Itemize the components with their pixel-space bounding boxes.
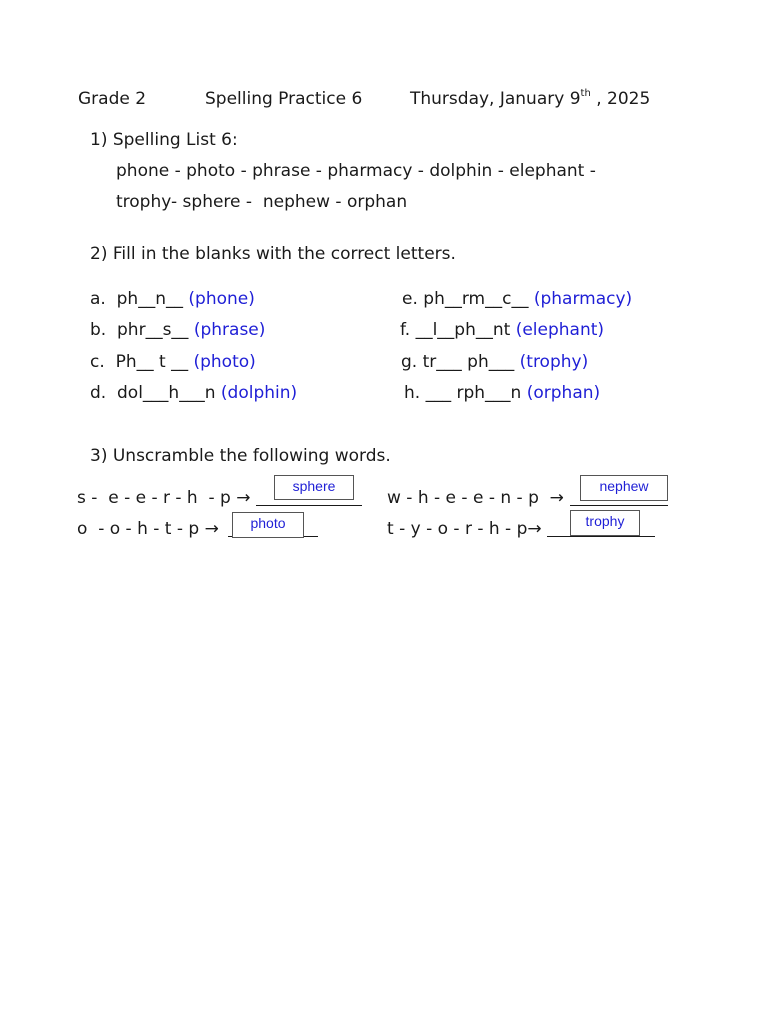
fill-item-e: e. ph__rm__c__ (pharmacy) [402, 289, 633, 309]
fill-item-b: b. phr__s__ (phrase) [90, 320, 266, 340]
fill-item-c: c. Ph__ t __ (photo) [90, 352, 256, 372]
spelling-list-line2: trophy- sphere - nephew - orphan [116, 192, 408, 212]
scramble-trophy: t - y - o - r - h - p→ [387, 519, 542, 539]
fill-item-a: a. ph__n__ (phone) [90, 289, 255, 309]
answer-line [570, 505, 668, 506]
date-text: Thursday, January 9 [410, 89, 581, 109]
answer-box-trophy[interactable]: trophy [570, 510, 640, 536]
answer-line [547, 536, 655, 537]
section2-heading: 2) Fill in the blanks with the correct letters. [90, 244, 456, 264]
answer-box-nephew[interactable]: nephew [580, 475, 668, 501]
section1-heading: 1) Spelling List 6: [90, 130, 238, 150]
worksheet-date [410, 89, 650, 109]
scramble-nephew: w - h - e - e - n - p → [387, 488, 564, 508]
fill-item-h: h. ___ rph___n (orphan) [404, 383, 601, 403]
answer-box-sphere[interactable]: sphere [274, 475, 354, 500]
fill-item-d: d. dol___h___n (dolphin) [90, 383, 298, 403]
date-year: , 2025 [590, 89, 651, 109]
answer-line [256, 505, 362, 506]
spelling-list-line1: phone - photo - phrase - pharmacy - dolphin - elephant - [116, 161, 596, 181]
scramble-sphere: s - e - e - r - h - p → [77, 488, 251, 508]
worksheet-title: Spelling Practice 6 [205, 89, 363, 109]
fill-item-g: g. tr___ ph___ (trophy) [401, 352, 589, 372]
answer-box-photo[interactable]: photo [232, 512, 304, 538]
fill-item-f: f. __l__ph__nt (elephant) [400, 320, 605, 340]
scramble-photo: o - o - h - t - p → [77, 519, 219, 539]
date-ordinal: th [580, 88, 591, 100]
grade-label: Grade 2 [78, 89, 147, 109]
section3-heading: 3) Unscramble the following words. [90, 446, 391, 466]
